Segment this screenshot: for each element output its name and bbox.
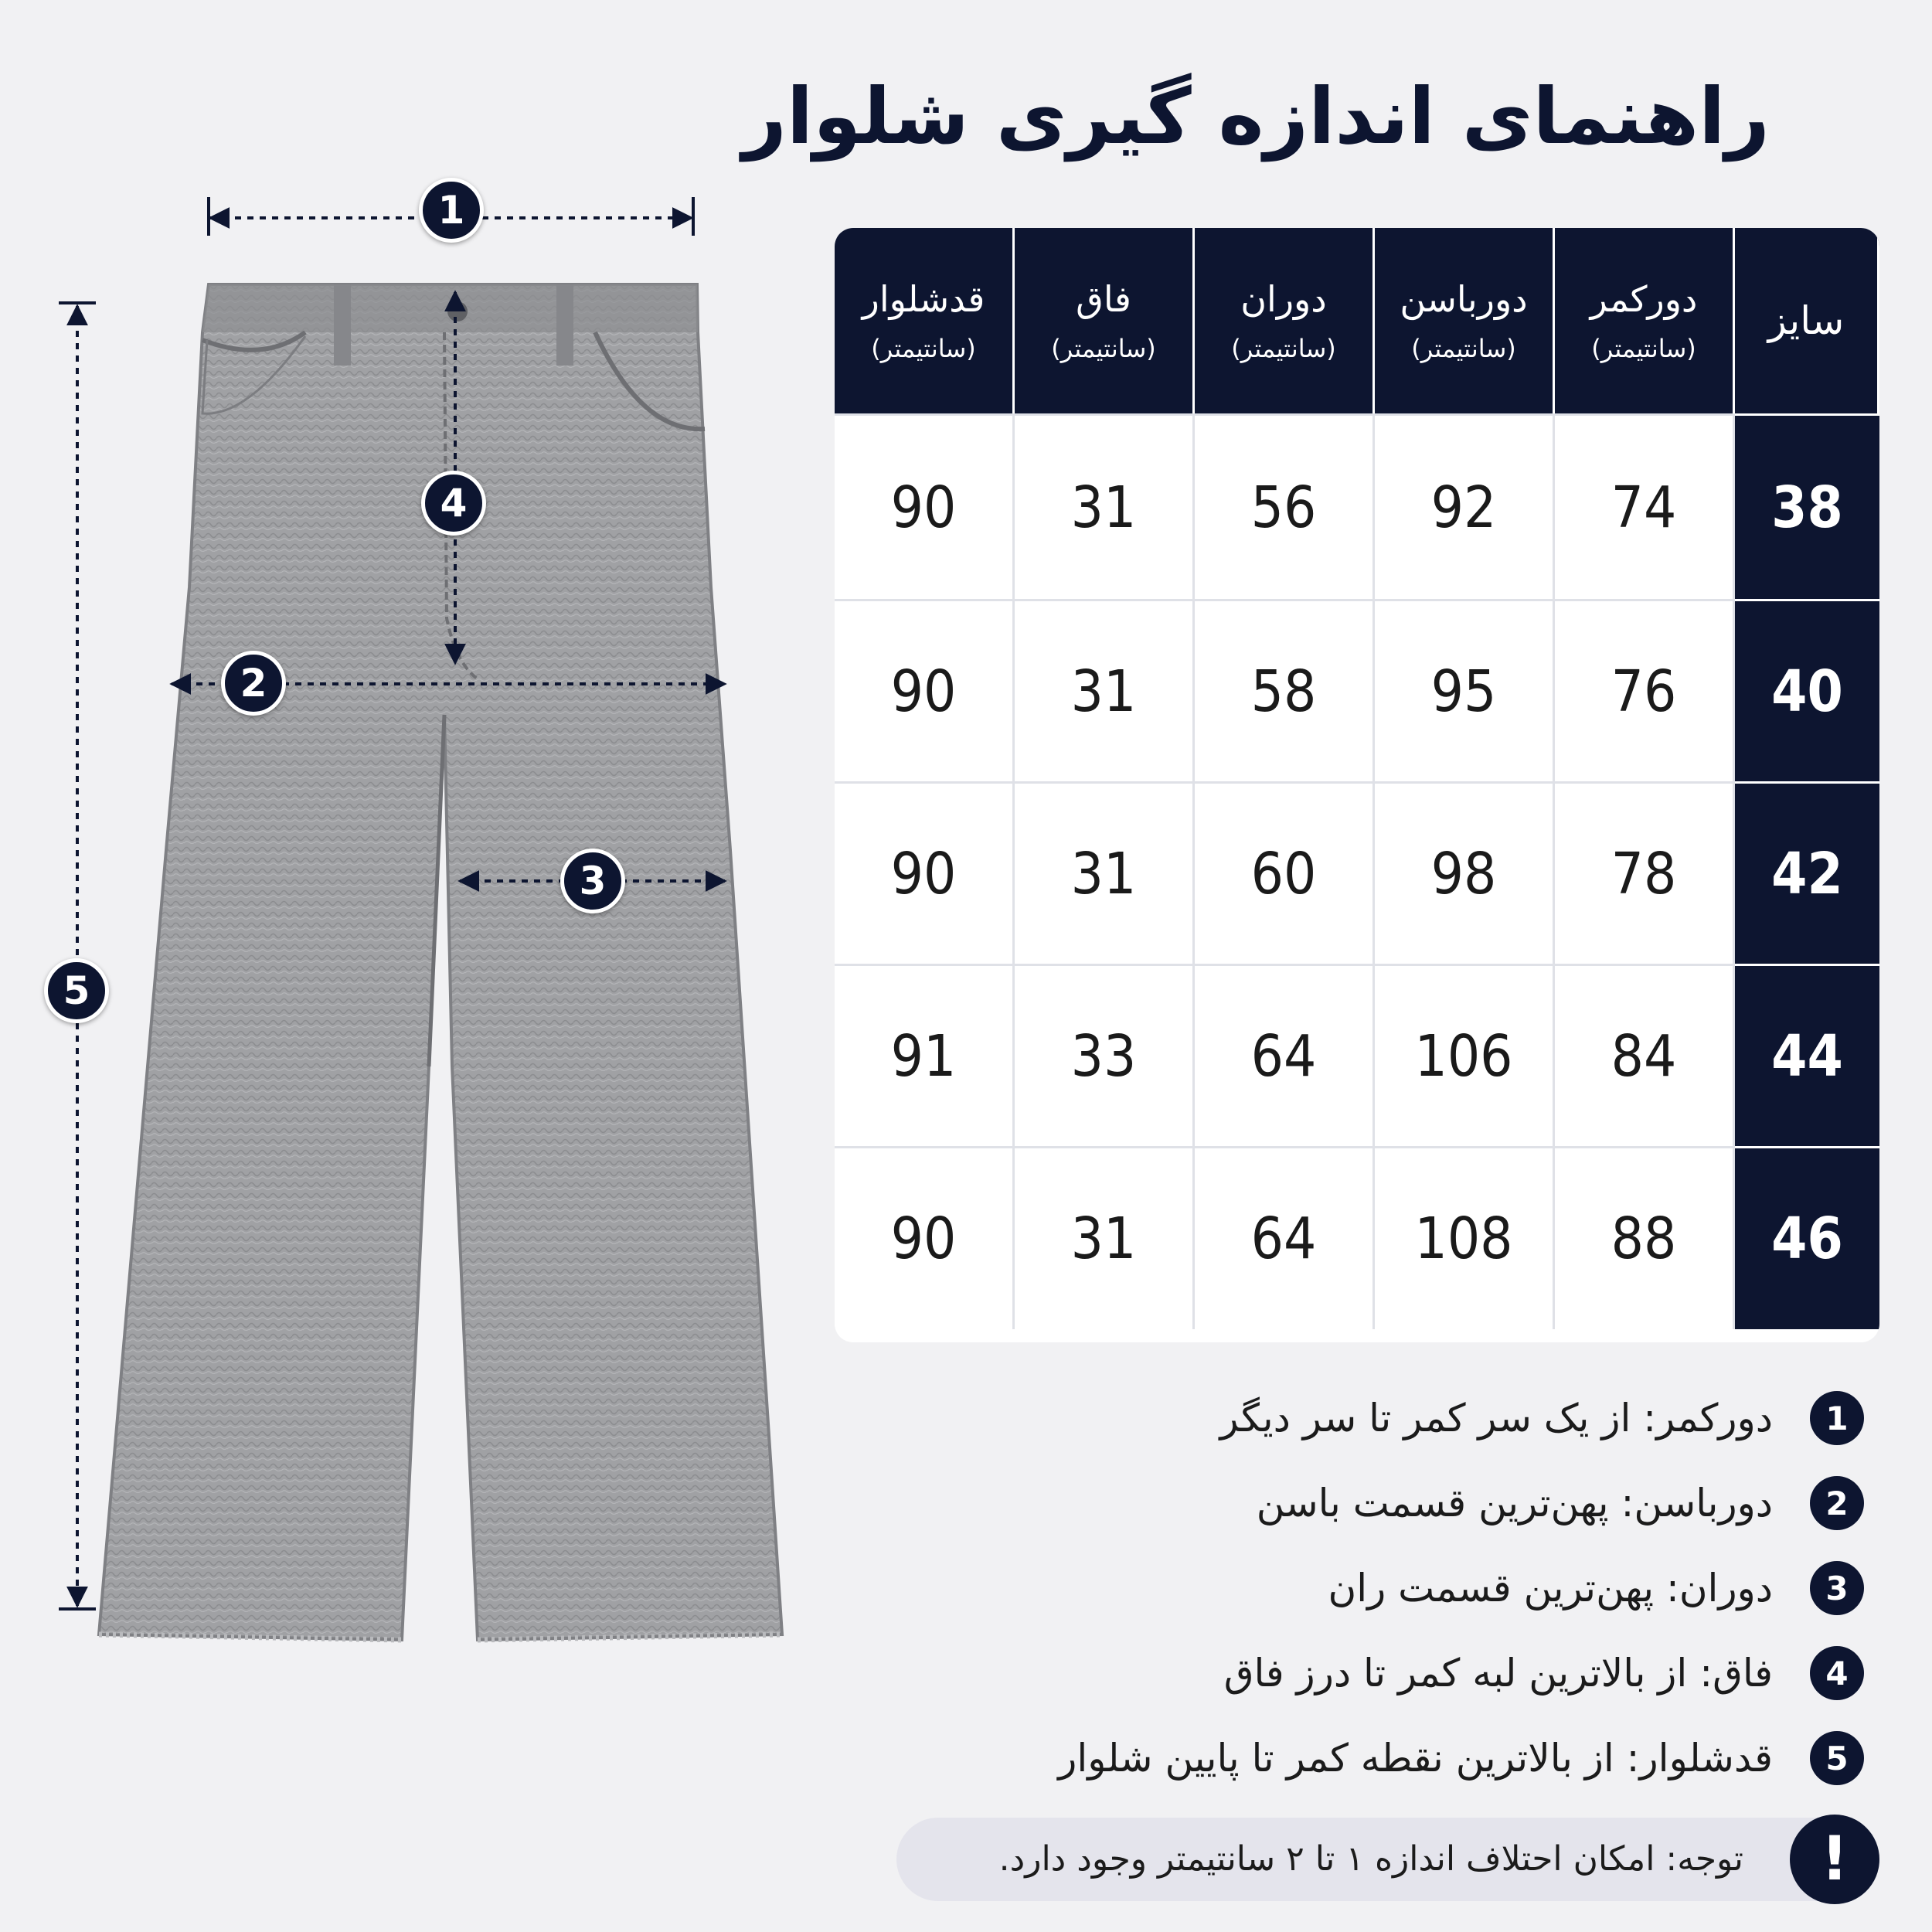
cell-hip: 108 bbox=[1375, 1146, 1555, 1329]
cell-thigh: 60 bbox=[1195, 781, 1375, 964]
header-size bbox=[1735, 228, 1879, 413]
cell-waist: 84 bbox=[1555, 964, 1735, 1146]
marker-thigh-badge: 3 bbox=[560, 849, 625, 913]
header-rise-unit: (سانتیمتر) bbox=[1051, 334, 1156, 363]
header-size-label: سایز bbox=[1767, 298, 1845, 343]
header-hip bbox=[1375, 228, 1555, 413]
header-waist bbox=[1555, 228, 1735, 413]
cell-length: 91 bbox=[835, 964, 1015, 1146]
note-banner bbox=[896, 1818, 1879, 1901]
header-rise-label: فاق bbox=[1076, 278, 1131, 320]
cell-length: 90 bbox=[835, 599, 1015, 781]
legend-text: قدشلوار: از بالاترین نقطه کمر تا پایین شلوار bbox=[1058, 1736, 1773, 1781]
header-hip-label: دورباسن bbox=[1400, 278, 1528, 320]
legend-item bbox=[859, 1631, 1864, 1716]
cell-size: 46 bbox=[1735, 1146, 1879, 1329]
cell-rise: 31 bbox=[1015, 1146, 1195, 1329]
exclamation-icon: ! bbox=[1790, 1815, 1879, 1904]
cell-thigh: 64 bbox=[1195, 1146, 1375, 1329]
cell-rise: 31 bbox=[1015, 413, 1195, 599]
cell-hip: 98 bbox=[1375, 781, 1555, 964]
legend-text: دوران: پهن‌ترین قسمت ران bbox=[1328, 1566, 1773, 1611]
legend-number-badge: 5 bbox=[1810, 1731, 1864, 1785]
cell-rise: 33 bbox=[1015, 964, 1195, 1146]
cell-waist: 78 bbox=[1555, 781, 1735, 964]
cell-hip: 95 bbox=[1375, 599, 1555, 781]
legend-number-badge: 2 bbox=[1810, 1476, 1864, 1530]
cell-length: 90 bbox=[835, 413, 1015, 599]
cell-waist: 88 bbox=[1555, 1146, 1735, 1329]
cell-hip: 92 bbox=[1375, 413, 1555, 599]
cell-thigh: 58 bbox=[1195, 599, 1375, 781]
cell-thigh: 56 bbox=[1195, 413, 1375, 599]
legend-item bbox=[859, 1376, 1864, 1461]
cell-length: 90 bbox=[835, 781, 1015, 964]
legend-text: فاق: از بالاترین لبه کمر تا درز فاق bbox=[1223, 1651, 1773, 1696]
cell-waist: 76 bbox=[1555, 599, 1735, 781]
cell-size: 44 bbox=[1735, 964, 1879, 1146]
legend-number-badge: 4 bbox=[1810, 1646, 1864, 1700]
marker-rise-badge: 4 bbox=[421, 471, 486, 536]
header-rise bbox=[1015, 228, 1195, 413]
legend-number-badge: 1 bbox=[1810, 1391, 1864, 1445]
header-length-label: قدشلوار bbox=[862, 278, 985, 320]
header-waist-unit: (سانتیمتر) bbox=[1591, 334, 1696, 363]
header-waist-label: دورکمر bbox=[1590, 278, 1698, 320]
legend-number-badge: 3 bbox=[1810, 1561, 1864, 1615]
header-thigh-label: دوران bbox=[1240, 278, 1327, 320]
cell-thigh: 64 bbox=[1195, 964, 1375, 1146]
size-table bbox=[835, 228, 1879, 1342]
note-text: توجه: امکان احتلاف اندازه ۱ تا ۲ سانتیمتر وجود دارد. bbox=[998, 1839, 1743, 1879]
cell-rise: 31 bbox=[1015, 781, 1195, 964]
header-hip-unit: (سانتیمتر) bbox=[1411, 334, 1516, 363]
page-title: راهنمای اندازه گیری شلوار bbox=[742, 71, 1770, 162]
legend-text: دورکمر: از یک سر کمر تا سر دیگر bbox=[1219, 1396, 1773, 1440]
legend-item bbox=[859, 1546, 1864, 1631]
cell-size: 40 bbox=[1735, 599, 1879, 781]
cell-hip: 106 bbox=[1375, 964, 1555, 1146]
legend-item bbox=[859, 1716, 1864, 1801]
cell-size: 42 bbox=[1735, 781, 1879, 964]
measurement-legend bbox=[859, 1376, 1864, 1801]
cell-waist: 74 bbox=[1555, 413, 1735, 599]
marker-waist-badge: 1 bbox=[419, 178, 484, 243]
jeans-measurement-figure bbox=[0, 0, 819, 1777]
header-length-unit: (سانتیمتر) bbox=[871, 334, 976, 363]
legend-text: دورباسن: پهن‌ترین قسمت باسن bbox=[1256, 1481, 1773, 1526]
cell-size: 38 bbox=[1735, 413, 1879, 599]
cell-rise: 31 bbox=[1015, 599, 1195, 781]
header-thigh bbox=[1195, 228, 1375, 413]
header-thigh-unit: (سانتیمتر) bbox=[1231, 334, 1336, 363]
marker-hip-badge: 2 bbox=[221, 651, 286, 716]
jeans-illustration bbox=[0, 0, 819, 1777]
legend-item bbox=[859, 1461, 1864, 1546]
header-length bbox=[835, 228, 1015, 413]
marker-length-badge: 5 bbox=[44, 958, 109, 1023]
cell-length: 90 bbox=[835, 1146, 1015, 1329]
